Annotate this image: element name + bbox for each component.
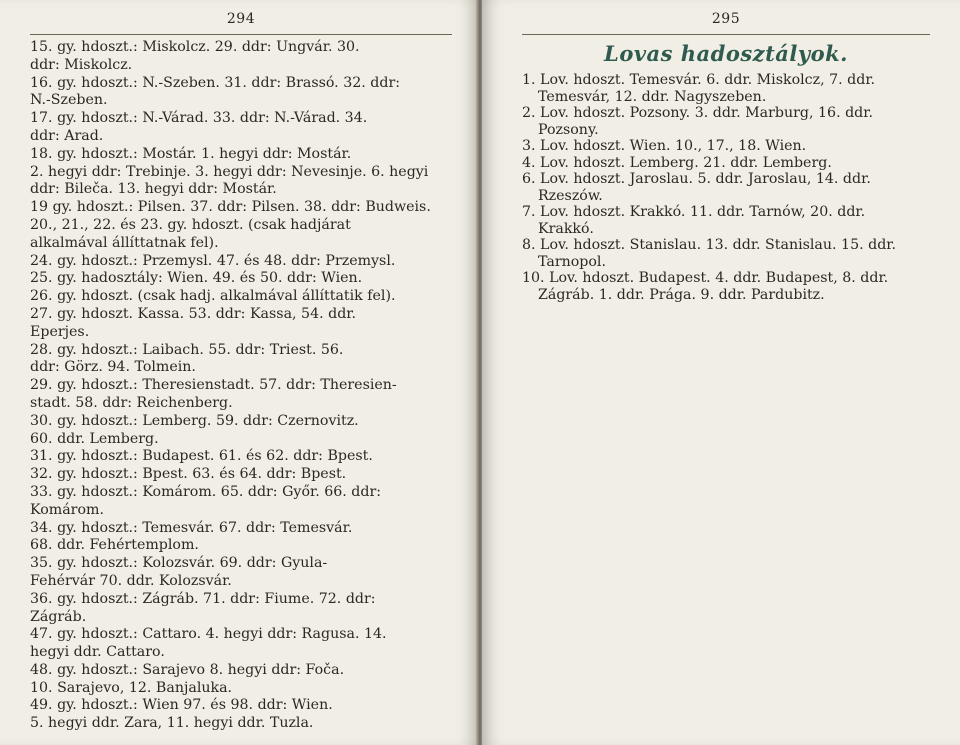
text-line: Komárom. [30, 501, 104, 518]
text-line: ddr: Görz. 94. Tolmein. [30, 359, 196, 376]
text-line: 25. gy. hadosztály: Wien. 49. és 50. ddr: Wien. [30, 270, 363, 287]
text-line: 3. Lov. hdoszt. Wien. 10., 17., 18. Wien. [522, 138, 807, 154]
text-line: 24. gy. hdoszt.: Przemysl. 47. és 48. ddr: Przemysl. [30, 252, 396, 269]
text-line: 20., 21., 22. és 23. gy. hdoszt. (csak hadjárat [30, 216, 351, 233]
text-line: 29. gy. hdoszt.: Theresienstadt. 57. ddr: Theresien- [30, 377, 397, 394]
page-number-right: 295 [711, 11, 741, 27]
text-line: 18. gy. hdoszt.: Mostár. 1. hegyi ddr: Mostár. [30, 145, 352, 162]
text-line: 47. gy. hdoszt.: Cattaro. 4. hegyi ddr: Ragusa. 14. [30, 626, 387, 643]
text-line: Krakkó. [538, 220, 594, 237]
text-line: 5. hegyi ddr. Zara, 11. hegyi ddr. Tuzla. [30, 715, 314, 732]
text-line: 10. Sarajevo, 12. Banjaluka. [30, 679, 233, 696]
text-line: Tarnopol. [538, 253, 606, 270]
text-line: alkalmával állíttatnak fel). [30, 234, 219, 251]
text-line: Zágráb. [30, 608, 87, 625]
text-line: 36. gy. hdoszt.: Zágráb. 71. ddr: Fiume. 72. ddr: [30, 590, 376, 607]
text-line: Rzeszów. [538, 187, 603, 204]
text-line: 27. gy. hdoszt. Kassa. 53. ddr: Kassa, 54. ddr. [30, 305, 357, 322]
text-line: 32. gy. hdoszt.: Bpest. 63. és 64. ddr: Bpest. [30, 466, 347, 483]
text-line: Temesvár, 12. ddr. Nagyszeben. [538, 88, 767, 105]
text-line: 26. gy. hdoszt. (csak hadj. alkalmával állíttatik fel). [30, 288, 396, 305]
text-line: 2. hegyi ddr: Trebinje. 3. hegyi ddr: Nevesinje. 6. hegyi [30, 163, 429, 180]
text-line: ddr: Bileča. 13. hegyi ddr: Mostár. [30, 181, 277, 198]
text-line: 10. Lov. hdoszt. Budapest. 4. ddr. Budapest, 8. ddr. [522, 270, 889, 286]
text-line: stadt. 58. ddr: Reichenberg. [30, 394, 233, 411]
text-line: 48. gy. hdoszt.: Sarajevo 8. hegyi ddr: Foča. [30, 661, 345, 678]
text-line: Pozsony. [538, 121, 599, 138]
text-line: 15. gy. hdoszt.: Miskolcz. 29. ddr: Ungvár. 30. [30, 39, 360, 55]
header-rule-right [522, 34, 930, 35]
text-line: 34. gy. hdoszt.: Temesvár. 67. ddr: Temesvár. [30, 519, 353, 536]
text-line: 7. Lov. hdoszt. Krakkó. 11. ddr. Tarnów, 20. ddr. [522, 204, 866, 220]
text-line: 68. ddr. Fehértemplom. [30, 537, 199, 554]
page-number-left: 294 [226, 11, 256, 27]
text-line: 17. gy. hdoszt.: N.-Várad. 33. ddr: N.-Várad. 34. [30, 110, 368, 127]
left-text-block [30, 39, 452, 733]
text-line: hegyi ddr. Cattaro. [30, 644, 165, 661]
text-line: N.-Szeben. [30, 92, 108, 109]
text-line: 60. ddr. Lemberg. [30, 430, 159, 447]
text-line: ddr: Arad. [30, 127, 104, 144]
header-rule-left [30, 34, 452, 35]
text-line: 16. gy. hdoszt.: N.-Szeben. 31. ddr: Brassó. 32. ddr: [30, 74, 401, 91]
text-line: Zágráb. 1. ddr. Prága. 9. ddr. Pardubitz. [538, 286, 825, 303]
text-line: 4. Lov. hdoszt. Lemberg. 21. ddr. Lemberg. [522, 154, 832, 171]
text-line: 6. Lov. hdoszt. Jaroslau. 5. ddr. Jaroslau, 14. ddr. [522, 171, 871, 187]
right-page [482, 0, 960, 745]
text-line: 8. Lov. hdoszt. Stanislau. 13. ddr. Stanislau. 15. ddr. [522, 237, 897, 253]
right-text-block [522, 72, 930, 303]
text-line: 30. gy. hdoszt.: Lemberg. 59. ddr: Czernovitz. [30, 412, 359, 429]
text-line: 28. gy. hdoszt.: Laibach. 55. ddr: Triest. 56. [30, 341, 344, 358]
text-line: 49. gy. hdoszt.: Wien 97. és 98. ddr: Wien. [30, 697, 333, 714]
text-line: 1. Lov. hdoszt. Temesvár. 6. ddr. Miskolcz, 7. ddr. [522, 72, 876, 88]
text-line: 33. gy. hdoszt.: Komárom. 65. ddr: Győr. 66. ddr: [30, 483, 382, 500]
text-line: ddr: Miskolcz. [30, 56, 133, 73]
text-line: Eperjes. [30, 323, 90, 340]
text-line: 35. gy. hdoszt.: Kolozsvár. 69. ddr: Gyula- [30, 555, 328, 572]
left-page [0, 0, 478, 745]
section-title: Lovas hadosztályok. [604, 41, 848, 66]
text-line: 19 gy. hdoszt.: Pilsen. 37. ddr: Pilsen. 38. ddr: Budweis. [30, 199, 431, 216]
text-line: Fehérvár 70. ddr. Kolozsvár. [30, 572, 232, 589]
text-line: 2. Lov. hdoszt. Pozsony. 3. ddr. Marburg, 16. ddr. [522, 105, 873, 121]
text-line: 31. gy. hdoszt.: Budapest. 61. és 62. ddr: Bpest. [30, 448, 373, 465]
